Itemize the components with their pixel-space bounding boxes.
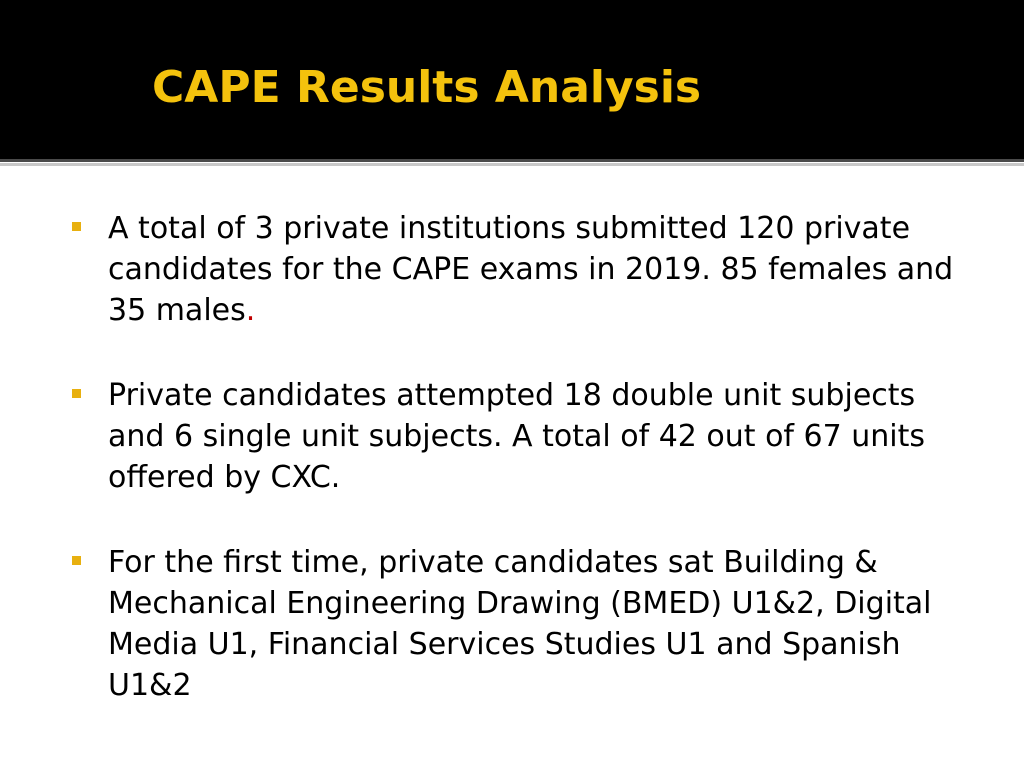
bullet-text: A total of 3 private institutions submitted 120 private candidates for the CAPE exams in 2019. 85 females and 35 males bbox=[108, 211, 954, 328]
title-divider-dark bbox=[0, 159, 1024, 162]
bullet-list bbox=[72, 208, 972, 706]
square-bullet-icon bbox=[72, 222, 81, 231]
bullet-item bbox=[72, 542, 972, 706]
title-bar bbox=[0, 0, 1024, 159]
bullet-item bbox=[72, 375, 972, 498]
bullet-text: Private candidates attempted 18 double unit subjects and 6 single unit subjects. A total of 42 out of 67 units offered by CXC. bbox=[108, 378, 925, 495]
bullet-text: For the first time, private candidates sat Building & Mechanical Engineering Drawing (BMED) U1&2, Digital Media U1, Financial Services Studies U1 and Spanish U1&2 bbox=[108, 545, 932, 703]
square-bullet-icon bbox=[72, 556, 81, 565]
slide-title: CAPE Results Analysis bbox=[152, 62, 702, 113]
square-bullet-icon bbox=[72, 389, 81, 398]
title-divider-light bbox=[0, 163, 1024, 166]
bullet-item bbox=[72, 208, 972, 331]
bullet-suffix: . bbox=[245, 293, 256, 328]
